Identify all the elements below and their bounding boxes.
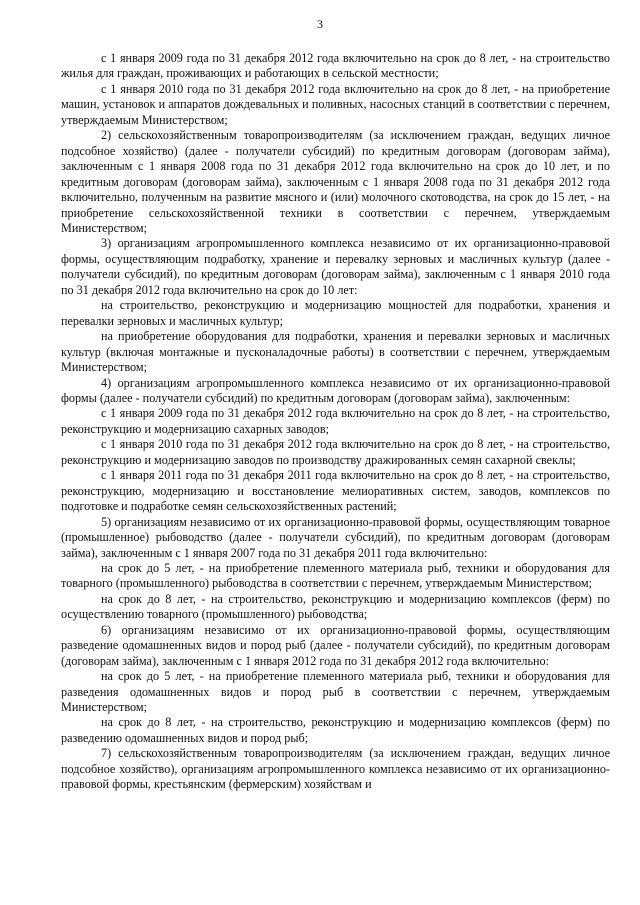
paragraph-15: на срок до 5 лет, - на приобретение племенного материала рыб, техники и оборудования для разведения одомашненных видов и пород рыб в соответствии с перечнем, утверждаемым Министерством; (61, 669, 610, 715)
paragraph-2: с 1 января 2010 года по 31 декабря 2012 года включительно на срок до 8 лет, - на приобретение машин, установок и аппаратов дождевальных и поливных, насосных станций в соответствии с перечнем, утверждаемым Министерством; (61, 81, 610, 127)
paragraph-13: на срок до 8 лет, - на строительство, реконструкцию и модернизацию комплексов (ферм) по осуществлению товарного (промышленного) рыбоводства; (61, 591, 610, 622)
paragraph-12: на срок до 5 лет, - на приобретение племенного материала рыб, техники и оборудования для товарного (промышленного) рыбоводства в соответствии с перечнем, утверждаемым Министерством; (61, 560, 610, 591)
document-body (61, 51, 610, 793)
page-number: 3 (317, 17, 323, 31)
paragraph-16: на срок до 8 лет, - на строительство, реконструкцию и модернизацию комплексов (ферм) по разведению одомашненных видов и пород рыб; (61, 715, 610, 745)
paragraph-8: с 1 января 2009 года по 31 декабря 2012 года включительно на срок до 8 лет, - на строительство, реконструкцию и модернизацию сахарных заводов; (61, 406, 610, 436)
paragraph-11: 5) организациям независимо от их организационно-правовой формы, осуществляющим товарное (промышленное) рыбоводство (далее - получатели субсидий), по кредитным договорам (договорам займа), заключенным с 1 января 2007 года по 31 декабря 2011 года включительно: (61, 514, 610, 560)
paragraph-17: 7) сельскохозяйственным товаропроизводителям (за исключением граждан, ведущих личное подсобное хозяйство), организациям агропромышленного комплекса независимо от их организационно-правовой формы, крестьянским (фермерским) хозяйствам и (61, 746, 610, 792)
paragraph-5: на строительство, реконструкцию и модернизацию мощностей для подработки, хранения и перевалки зерновых и масличных культур; (61, 298, 610, 328)
paragraph-10: с 1 января 2011 года по 31 декабря 2011 года включительно на срок до 8 лет, - на строительство, реконструкцию, модернизацию и восстановление мелиоративных систем, заводов, комплексов по подготовке и подработке семян сельскохозяйственных растений; (61, 468, 610, 514)
paragraph-4: 3) организациям агропромышленного комплекса независимо от их организационно-правовой формы, осуществляющим подработку, хранение и перевалку зерновых и масличных культур (далее - получатели субсидий), по кредитным договорам (договорам займа), заключенным с 1 января 2010 года по 31 декабря 2012 года включительно на срок до 10 лет: (61, 236, 610, 297)
paragraph-9: с 1 января 2010 года по 31 декабря 2012 года включительно на срок до 8 лет, - на строительство, реконструкцию и модернизацию заводов по производству дражированных семян сахарной свеклы; (61, 437, 610, 467)
paragraph-14: 6) организациям независимо от их организационно-правовой формы, осуществляющим разведение одомашненных видов и пород рыб (далее - получатели субсидий), по кредитным договорам (договорам займа), заключенным с 1 января 2012 года по 31 декабря 2012 года включительно: (61, 622, 610, 668)
paragraph-1: с 1 января 2009 года по 31 декабря 2012 года включительно на срок до 8 лет, - на строительство жилья для граждан, проживающих и работающих в сельской местности; (61, 51, 610, 81)
paragraph-7: 4) организациям агропромышленного комплекса независимо от их организационно-правовой формы (далее - получатели субсидий) по кредитным договорам (договорам займа), заключенным: (61, 375, 610, 405)
paragraph-3: 2) сельскохозяйственным товаропроизводителям (за исключением граждан, ведущих личное подсобное хозяйство) (далее - получатели субсидий) по кредитным договорам (договорам займа), заключенным с 1 января 2008 года по 31 декабря 2012 года включительно на срок до 10 лет, и по кредитным договорам (договорам займа), заключенным с 1 января 2008 года по 31 декабря 2012 года включительно, полученным на развитие мясного и (или) молочного скотоводства, на срок до 15 лет, - на приобретение сельскохозяйственной техники в соответствии с перечнем, утверждаемым Министерством; (61, 128, 610, 235)
paragraph-6: на приобретение оборудования для подработки, хранения и перевалки зерновых и масличных культур (включая монтажные и пусконаладочные работы) в соответствии с перечнем, утверждаемым Министерством; (61, 329, 610, 375)
